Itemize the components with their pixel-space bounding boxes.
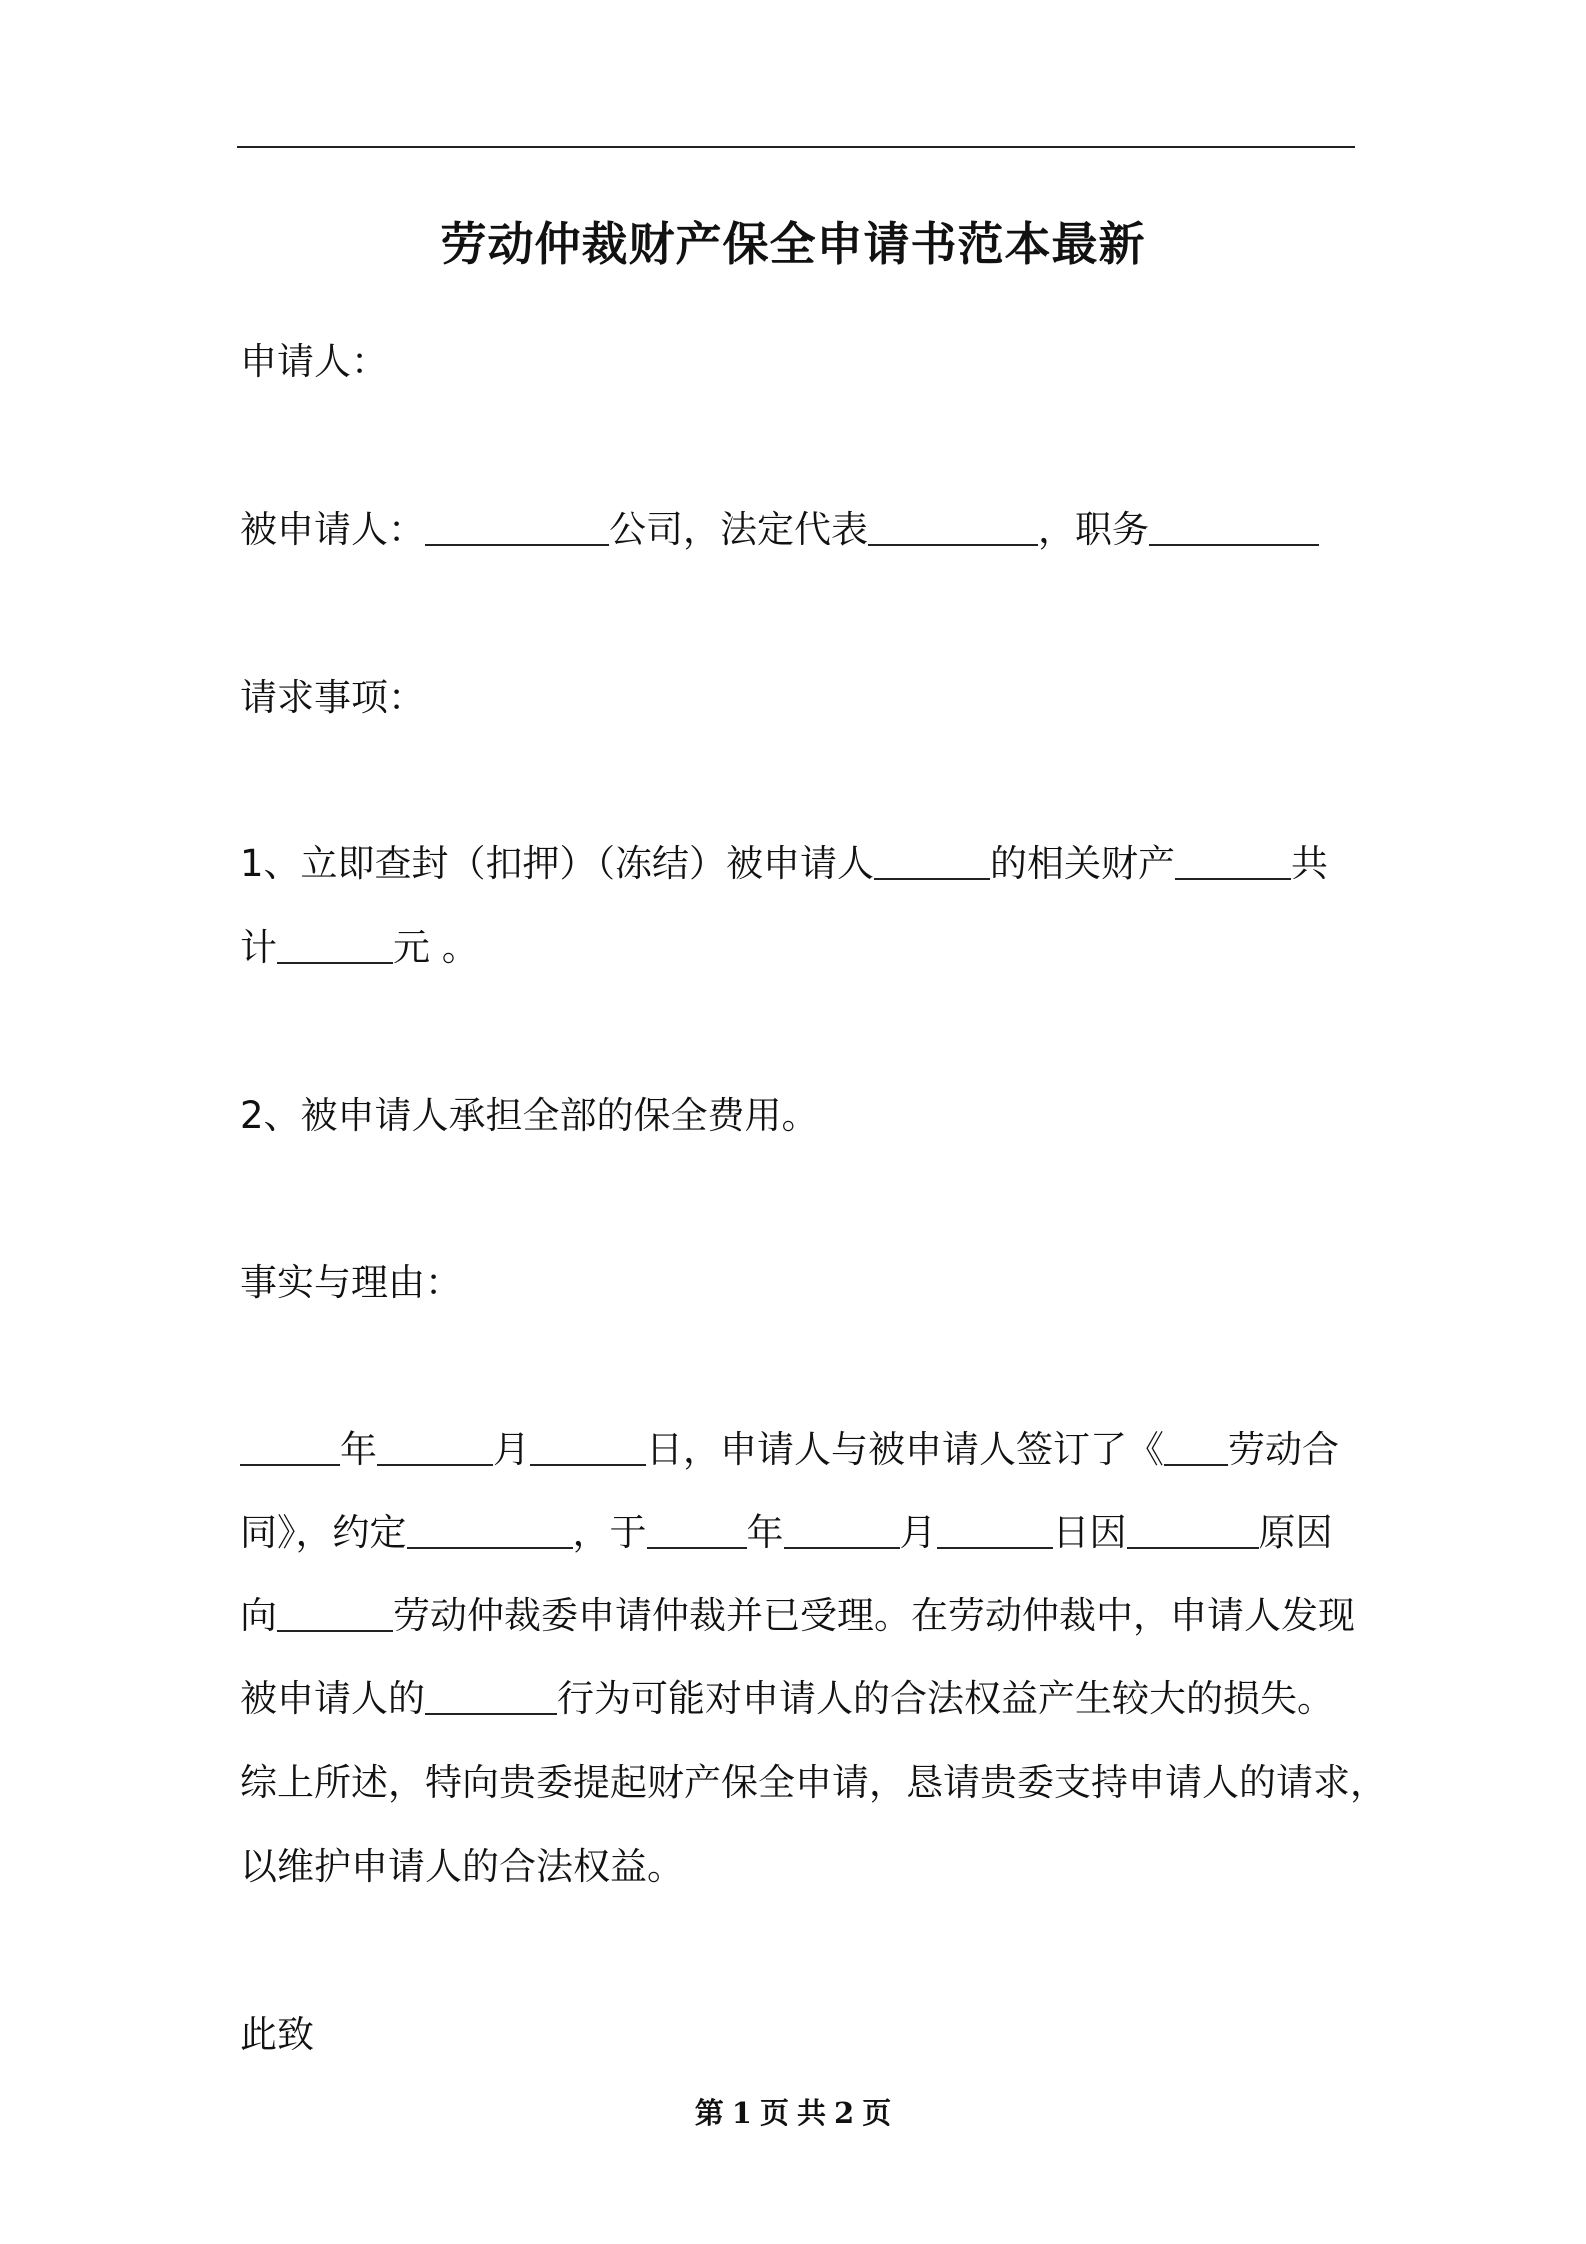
request1-part3: 共 (1291, 842, 1329, 885)
facts-l4-end: 行为可能对申请人的合法权益产生较大的损失。 (557, 1677, 1334, 1720)
property-blank (1175, 844, 1291, 880)
company-blank (425, 510, 609, 546)
facts-line1 (240, 1428, 1339, 1472)
day2-label: 日因 (1052, 1511, 1127, 1554)
company-suffix: 公司，法定代表 (609, 508, 868, 551)
facts-l3-start: 向 (240, 1594, 277, 1637)
agreement-blank (407, 1513, 573, 1549)
footer-ye2: 页 (862, 2096, 892, 2130)
facts-l3-end: 劳动仲裁委申请仲裁并已受理。在劳动仲裁中，申请人发现 (393, 1594, 1355, 1637)
applicant-label: 申请人： (240, 340, 388, 383)
amount-blank (277, 928, 393, 964)
day2-blank (937, 1513, 1053, 1549)
footer-gong: 共 (797, 2096, 827, 2130)
month2-label: 月 (899, 1511, 937, 1554)
request2-text: 2、被申请人承担全部的保全费用。 (240, 1094, 819, 1137)
request1-part2: 的相关财产 (990, 842, 1176, 885)
facts-l1-end: 劳动合 (1228, 1428, 1339, 1471)
requests-heading-text: 请求事项： (240, 676, 425, 719)
facts-heading (240, 1261, 462, 1305)
year-blank (240, 1430, 340, 1466)
behavior-blank (425, 1679, 557, 1715)
respondent-blank (874, 844, 990, 880)
footer-page-number: 1 (731, 2096, 752, 2130)
position-label: ，职务 (1038, 508, 1149, 551)
month2-blank (784, 1513, 900, 1549)
request1-line1 (240, 842, 1328, 886)
closing-line (240, 2013, 314, 2057)
respondent-label: 被申请人： (240, 508, 425, 551)
facts-l2-end: 原因 (1258, 1511, 1333, 1554)
facts-line4 (240, 1677, 1334, 1721)
facts-l5-text: 综上所述，特向贵委提起财产保全申请，恳请贵委支持申请人的请求， (240, 1761, 1387, 1804)
facts-line2 (240, 1511, 1333, 1555)
request1-line2 (240, 926, 479, 970)
month-blank (377, 1430, 493, 1466)
page-footer (0, 2091, 1586, 2132)
month-label: 月 (493, 1428, 530, 1471)
respondent-line (240, 508, 1319, 552)
closing-text: 此致 (240, 2013, 314, 2056)
request1-part4: 计 (240, 926, 277, 969)
request2-line (240, 1094, 819, 1138)
facts-l2-yu: ，于 (572, 1511, 647, 1554)
facts-l2-start: 同》，约定 (240, 1511, 407, 1554)
header-rule (237, 146, 1355, 148)
day-label: 日，申请人与被申请人签订了《 (646, 1428, 1164, 1471)
applicant-line (240, 340, 388, 384)
year2-label: 年 (746, 1511, 784, 1554)
document-title: 劳动仲裁财产保全申请书范本最新 (440, 217, 1146, 271)
contract-type-blank (1164, 1430, 1228, 1466)
requests-heading (240, 676, 425, 720)
reason-blank (1127, 1513, 1259, 1549)
facts-heading-text: 事实与理由： (240, 1261, 462, 1304)
facts-line3 (240, 1594, 1355, 1638)
request1-part5: 元 。 (393, 926, 479, 969)
day-blank (530, 1430, 646, 1466)
footer-total-pages: 2 (834, 2096, 855, 2130)
footer-ye: 页 (759, 2096, 789, 2130)
request1-part1: 1、立即查封（扣押）（冻结）被申请人 (240, 842, 875, 885)
arbitration-committee-blank (277, 1596, 393, 1632)
year-label: 年 (340, 1428, 377, 1471)
facts-l6-text: 以维护申请人的合法权益。 (240, 1845, 684, 1888)
facts-l4-start: 被申请人的 (240, 1677, 425, 1720)
facts-line5 (240, 1761, 1387, 1805)
legal-rep-blank (868, 510, 1038, 546)
facts-line6 (240, 1845, 684, 1889)
year2-blank (647, 1513, 747, 1549)
footer-di: 第 (694, 2096, 724, 2130)
position-blank (1149, 510, 1319, 546)
